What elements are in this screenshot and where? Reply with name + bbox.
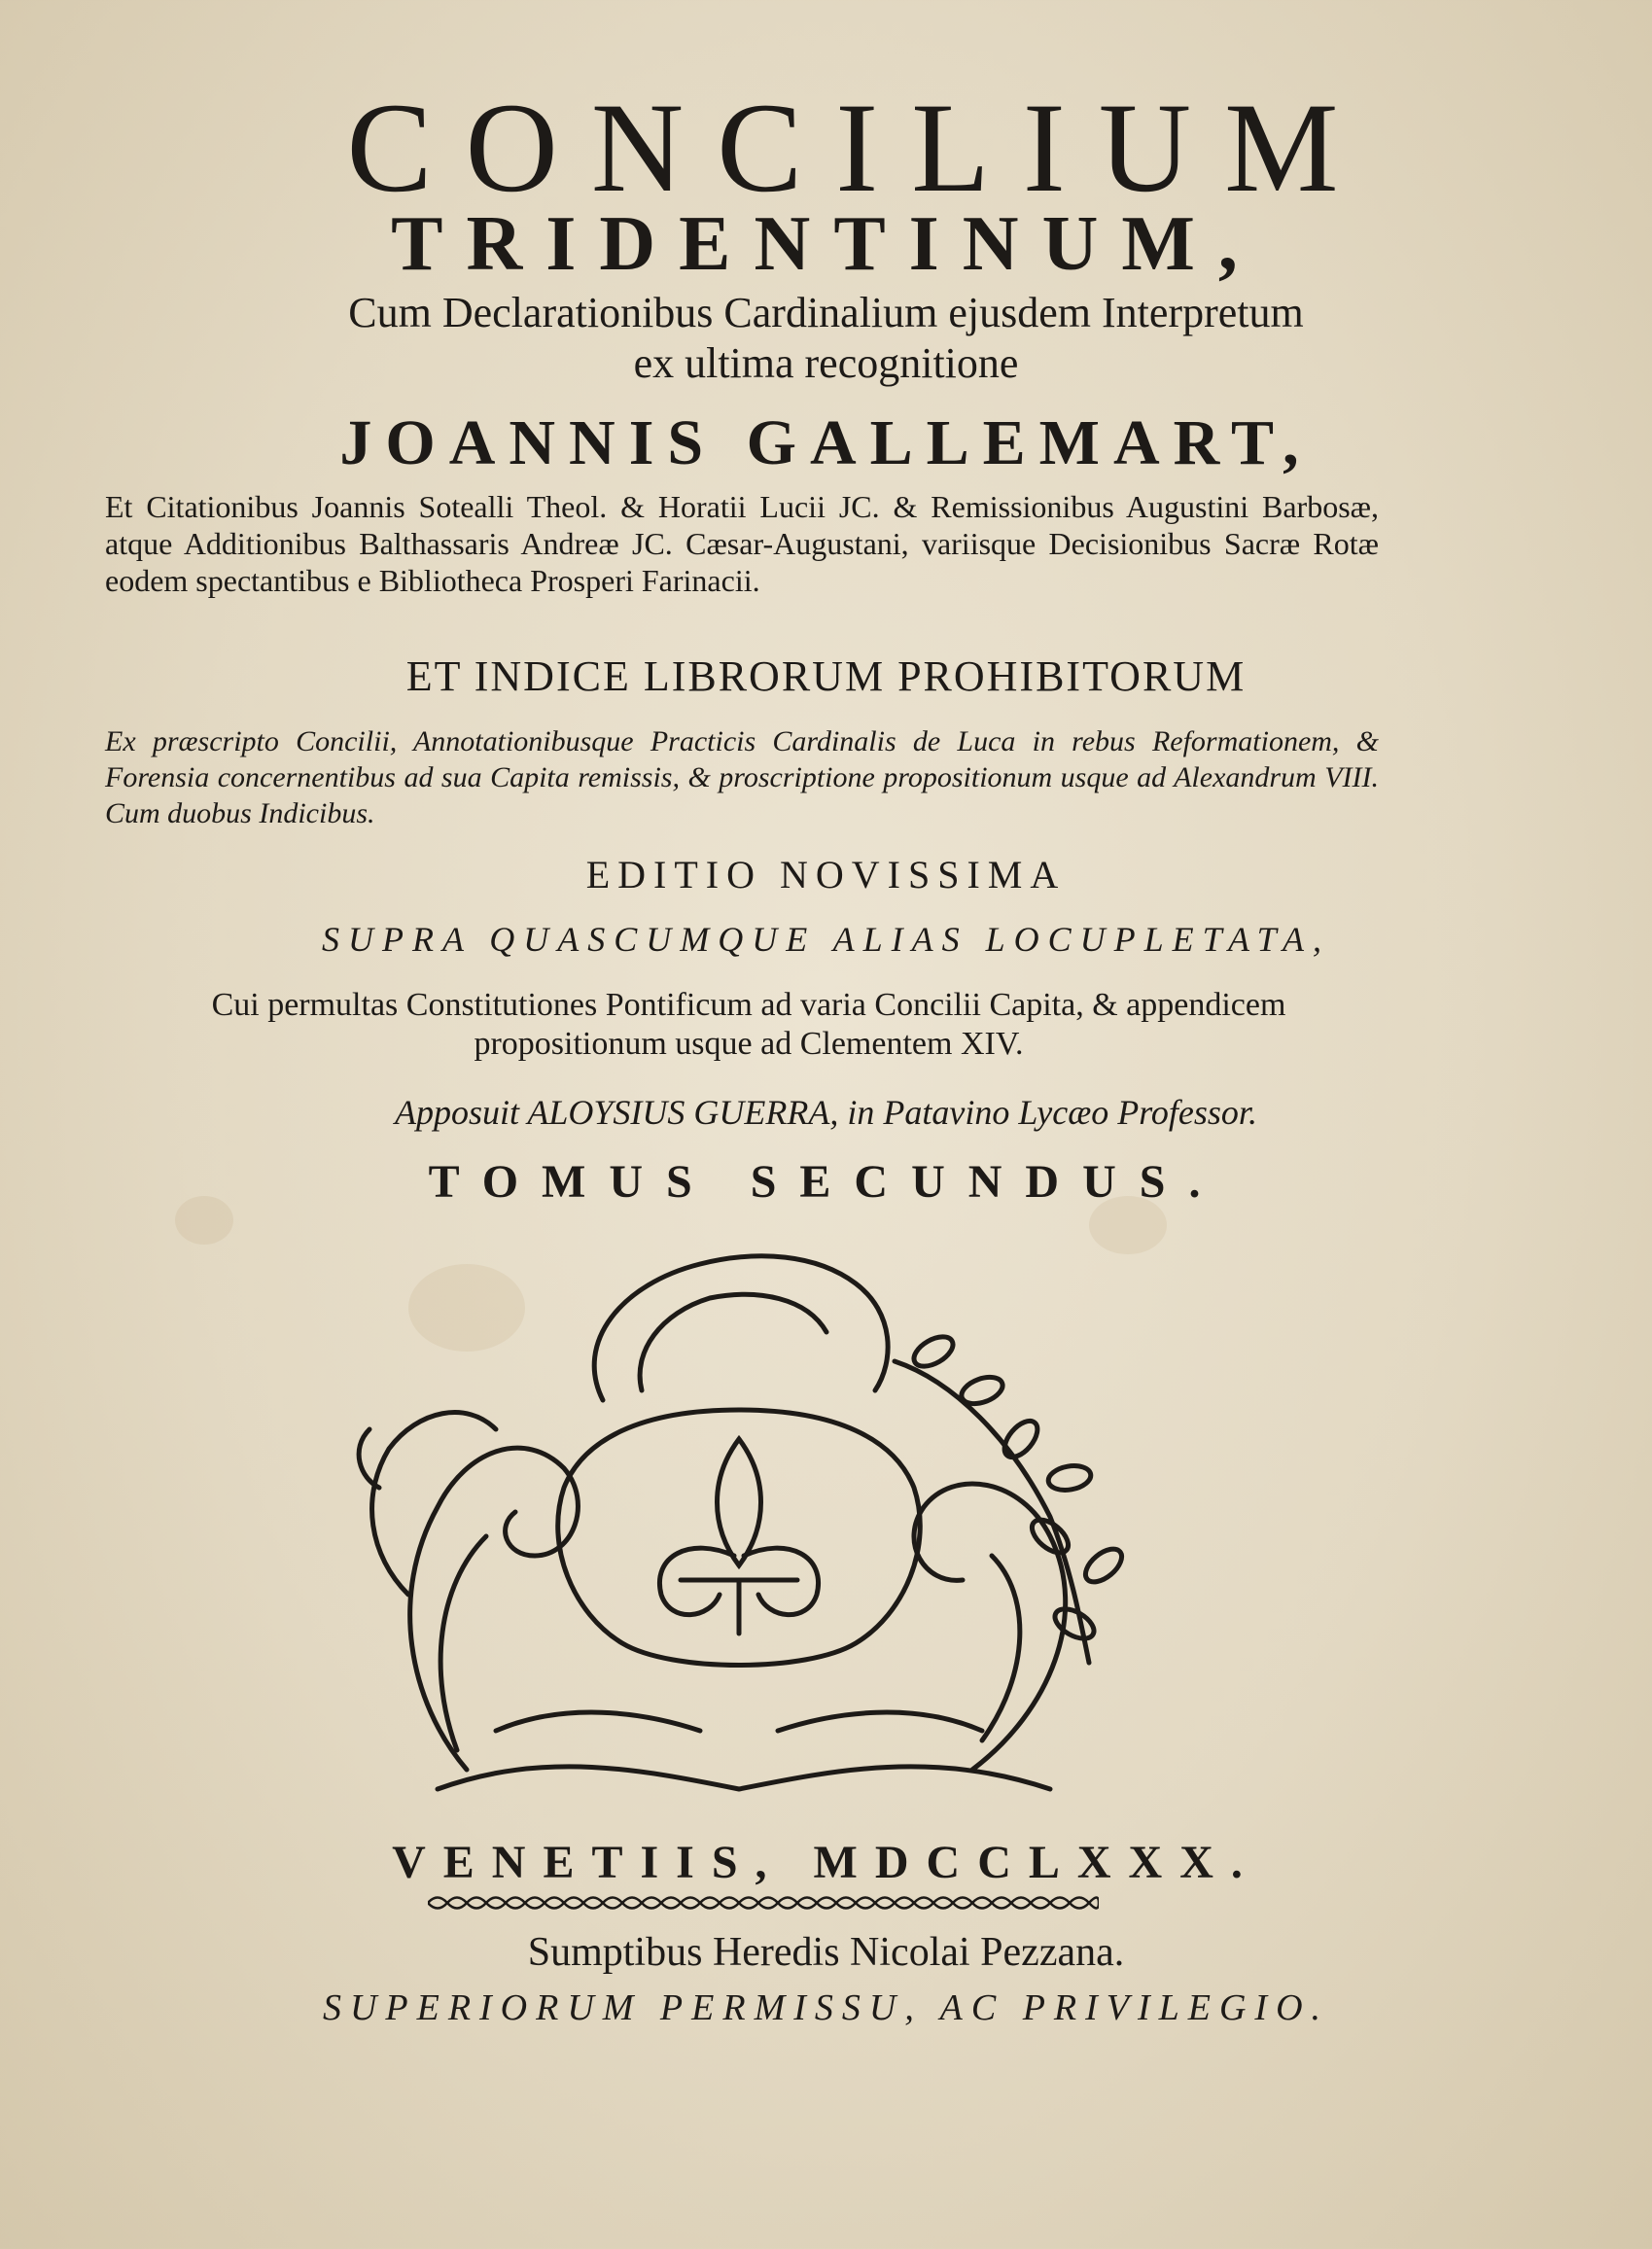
publisher: Sumptibus Heredis Nicolai Pezzana. — [527, 1930, 1125, 1975]
index-paragraph: Ex præscripto Concilii, Annotationibusque Practicis Cardinalis de Luca in rebus Reformationem, & Forensia concernentibus ad sua Capita remissis, & proscriptione propositionum usque ad Alexandrum VIII. Cum duobus Indicibus. — [105, 725, 1379, 829]
ornamental-rule-icon — [428, 1892, 1099, 1914]
volume-label: TOMUS SECUNDUS. — [428, 1156, 1224, 1208]
citations-paragraph: Et Citationibus Joannis Sotealli Theol. & Horatii Lucii JC. & Remissionibus Augustini Barbosæ, atque Additionibus Balthassaris Andreæ JC. Cæsar-Augustani, variisque Decisionibus Sacræ Rotæ eodem spectantibus e Bibliotheca Prosperi Farinacii. — [105, 489, 1379, 598]
editor-name: JOANNIS GALLEMART, — [339, 407, 1313, 478]
subtitle-line-1: Cum Declarationibus Cardinalium ejusdem Interpretum — [348, 289, 1304, 336]
printers-ornament-icon — [350, 1245, 1128, 1809]
privilege: SUPERIORUM PERMISSU, AC PRIVILEGIO. — [322, 1987, 1330, 2028]
index-heading: ET INDICE LIBRORUM PROHIBITORUM — [405, 652, 1247, 700]
constitutions-paragraph: Cui permultas Constitutiones Pontificum ad varia Concilii Capita, & appendicem propositionum usque ad Clementem XIV. — [211, 987, 1286, 1062]
edition-heading: EDITIO NOVISSIMA — [585, 853, 1067, 896]
edition-note: SUPRA QUASCUMQUE ALIAS LOCUPLETATA, — [321, 920, 1330, 959]
title-line-1: CONCILIUM — [346, 76, 1372, 219]
appended-by: Apposuit ALOYSIUS GUERRA, in Patavino Lycæo Professor. — [395, 1093, 1257, 1132]
subtitle-line-2: ex ultima recognitione — [633, 339, 1019, 387]
title-line-2: TRIDENTINUM, — [391, 201, 1261, 287]
place-and-date: VENETIIS, MDCCLXXX. — [392, 1837, 1260, 1888]
